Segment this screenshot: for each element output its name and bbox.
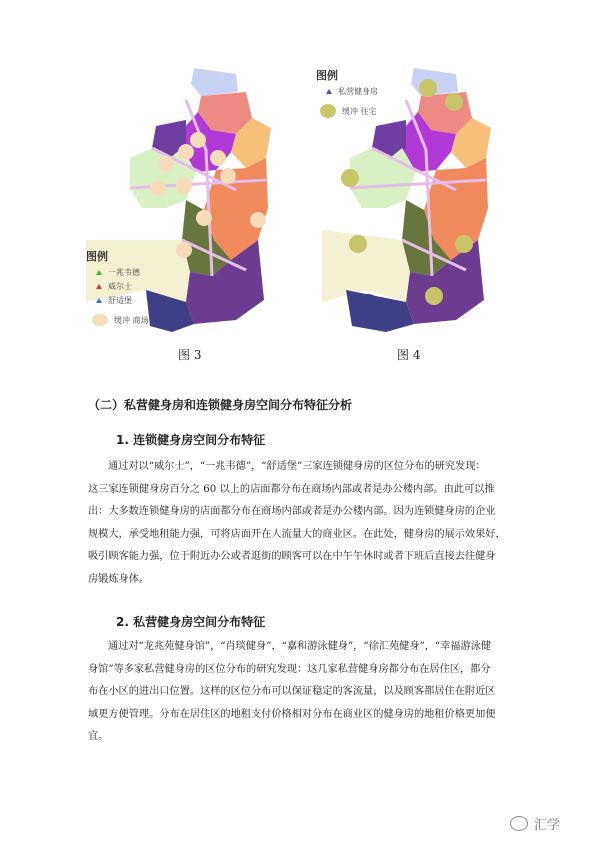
paragraph-line: 出：大多数连锁健身房的店面都分布在商场内部或者是办公楼内部。因为连锁健身房的企业	[88, 506, 496, 517]
paragraph-private-gyms	[88, 636, 518, 749]
paragraph-line: 通过对“龙兆苑健身馆”，“肖琰健身”，“嘉和游泳健身”，“徐汇苑健身”，“幸福游泳健	[108, 641, 492, 652]
figure-caption-4: 图 4	[397, 348, 421, 362]
section-heading: （二）私营健身房和连锁健身房空间分布特征分析	[88, 398, 353, 412]
triangle-icon	[96, 298, 102, 303]
legend-item-fig3	[96, 281, 132, 292]
triangle-icon	[326, 89, 332, 94]
paragraph-line: 身馆”等多家私营健身房的区位分布的研究发现：这几家私营健身房都分布在居住区，都分	[88, 663, 491, 675]
watermark	[510, 814, 560, 833]
buffer-mall	[250, 212, 266, 228]
region-blue-light	[191, 68, 238, 96]
buffer-mall	[150, 180, 166, 196]
legend-label: 缓冲 住宅	[342, 106, 377, 116]
buffer-mall	[190, 132, 206, 148]
triangle-icon	[96, 270, 102, 275]
paragraph-chain-gyms	[88, 456, 518, 591]
buffer-residential	[445, 93, 463, 111]
paragraph-line: 宜。	[88, 731, 109, 742]
buffer-residential	[356, 294, 380, 318]
buffer-residential	[455, 235, 473, 253]
subsection-title-private: 2. 私营健身房空间分布特征	[116, 615, 266, 629]
buffer-mall	[178, 144, 194, 160]
subsection-title-chain: 1. 连锁健身房空间分布特征	[116, 433, 266, 447]
buffer-mall	[176, 242, 192, 258]
region-green-light	[350, 148, 416, 208]
paragraph-line: 域更方便管理。分布在居住区的地租支付价格相对分布在商业区的健身房的地租价格更加便	[88, 708, 496, 720]
legend-title-fig3: 图例	[86, 250, 108, 263]
buffer-mall	[158, 156, 174, 172]
legend-title-fig4: 图例	[316, 69, 338, 82]
figure-caption-3: 图 3	[178, 348, 202, 362]
triangle-icon	[96, 284, 102, 289]
legend-item-fig3	[96, 267, 140, 278]
paragraph-line: 通过对以“威尔士”，“一兆韦德”，“舒适堡”三家连锁健身房的区位分布的研究发现：	[108, 461, 486, 472]
legend-label: 私营健身房	[338, 87, 378, 96]
legend-item-fig3	[96, 295, 132, 306]
legend-label: 舒适堡	[108, 296, 132, 305]
watermark-text: 汇学	[533, 818, 560, 833]
buffer-mall	[196, 210, 212, 226]
paragraph-line: 这三家连锁健身房百分之 60 以上的店面都分布在商场内部或者是办公楼内部。由此可以推	[88, 483, 495, 495]
district-map-fig4	[316, 40, 496, 340]
wechat-icon	[510, 816, 528, 831]
buffer-residential	[341, 169, 359, 187]
buffer-mall	[176, 178, 192, 194]
legend-label: 威尔士	[108, 282, 132, 291]
buffer-residential	[419, 79, 437, 97]
legend-label: 一兆韦德	[108, 268, 140, 277]
legend-label: 缓冲 商场	[114, 315, 149, 325]
legend-item-fig4	[326, 86, 378, 97]
paragraph-line: 规模大，承受地租能力强，可将店面开在人流量大的商业区。在此处，健身房的展示效果好，	[88, 528, 506, 540]
paragraph-line: 房锻炼身体。	[88, 573, 150, 585]
legend-item-fig4	[320, 104, 377, 118]
circle-icon	[320, 104, 336, 118]
buffer-mall	[210, 150, 226, 166]
map-regions	[86, 68, 271, 332]
legend-item-fig3	[92, 314, 149, 326]
buffer-residential	[425, 287, 443, 305]
buffer-residential	[349, 235, 367, 253]
paragraph-line: 吸引顾客能力强，位于附近办公或者逛街的顾客可以在中午午休时或者下班后直接去往健身	[88, 551, 496, 562]
paragraph-line: 布在小区的进出口位置。这样的区位分布可以保证稳定的客流量，以及顾客都居住在附近区	[88, 686, 496, 697]
circle-icon	[92, 314, 108, 326]
buffer-mall	[220, 168, 236, 184]
